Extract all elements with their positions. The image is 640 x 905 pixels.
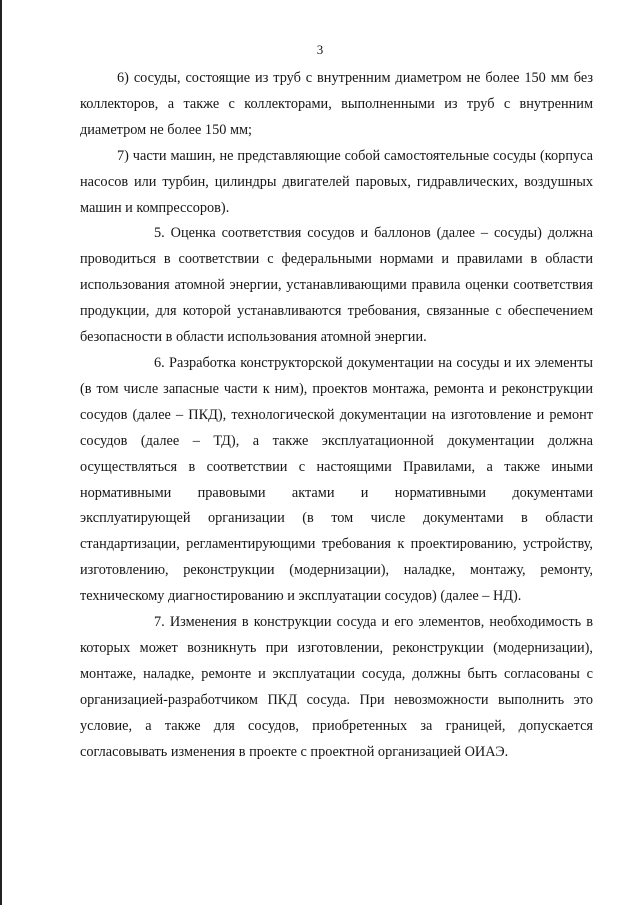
document-body	[80, 66, 593, 765]
paragraph-text: 7) части машин, не представляющие собой самостоятельные сосуды (корпуса насосов или турбин, цилиндры двигателей паровых, гидравлических, воздушных машин и компрессоров).	[80, 147, 593, 216]
page-number: 3	[316, 42, 324, 57]
paragraph-text: 6) сосуды, состоящие из труб с внутренним диаметром не более 150 мм без коллекторов, а также с коллекторами, выполненными из труб с внутренним диаметром не более 150 мм;	[80, 70, 593, 138]
paragraph-clause-7	[80, 610, 593, 765]
clause-number: 6.	[154, 354, 165, 371]
clause-number: 5.	[154, 225, 165, 242]
clause-number: 7.	[154, 614, 165, 631]
paragraph-clause-5	[80, 221, 593, 351]
paragraph-item-7	[80, 144, 593, 222]
paragraph-text: Изменения в конструкции сосуда и его элементов, необходимость в которых может возникнуть при изготовлении, реконструкции (модернизации), монтаже, наладке, ремонте и эксплуатации сосуда, должны быть согласованы с организацией-разработчиком ПКД сосуда. При невозможности выполнить это условие, а также для сосудов, приобретенных за границей, допускается согласовывать изменения в проекте с проектной организацией ОИАЭ.	[80, 614, 593, 760]
paragraph-text: Разработка конструкторской документации на сосуды и их элементы (в том числе запасные части к ним), проектов монтажа, ремонта и реконструкции сосудов (далее – ПКД), технологической документации на изготовление и ремонт сосудов (далее – ТД), а также эксплуатационной документации должна осуществляться в соответствии с настоящими Правилами, а также иными нормативными правовыми актами и нормативными документами эксплуатирующей организации (в том числе документами в области стандартизации, регламентирующими требования к проектированию, устройству, изготовлению, реконструкции (модернизации), наладке, монтажу, ремонту, техническому диагностированию и эксплуатации сосудов) (далее – НД).	[80, 354, 594, 605]
paragraph-item-6	[80, 66, 593, 144]
paragraph-text: Оценка соответствия сосудов и баллонов (далее – сосуды) должна проводиться в соответствии с федеральными нормами и правилами в области использования атомной энергии, устанавливающими правила оценки соответствия продукции, для которой устанавливаются требования, связанные с обеспечением безопасности в области использования атомной энергии.	[80, 225, 593, 346]
paragraph-clause-6	[80, 351, 593, 610]
scan-edge	[0, 0, 2, 905]
